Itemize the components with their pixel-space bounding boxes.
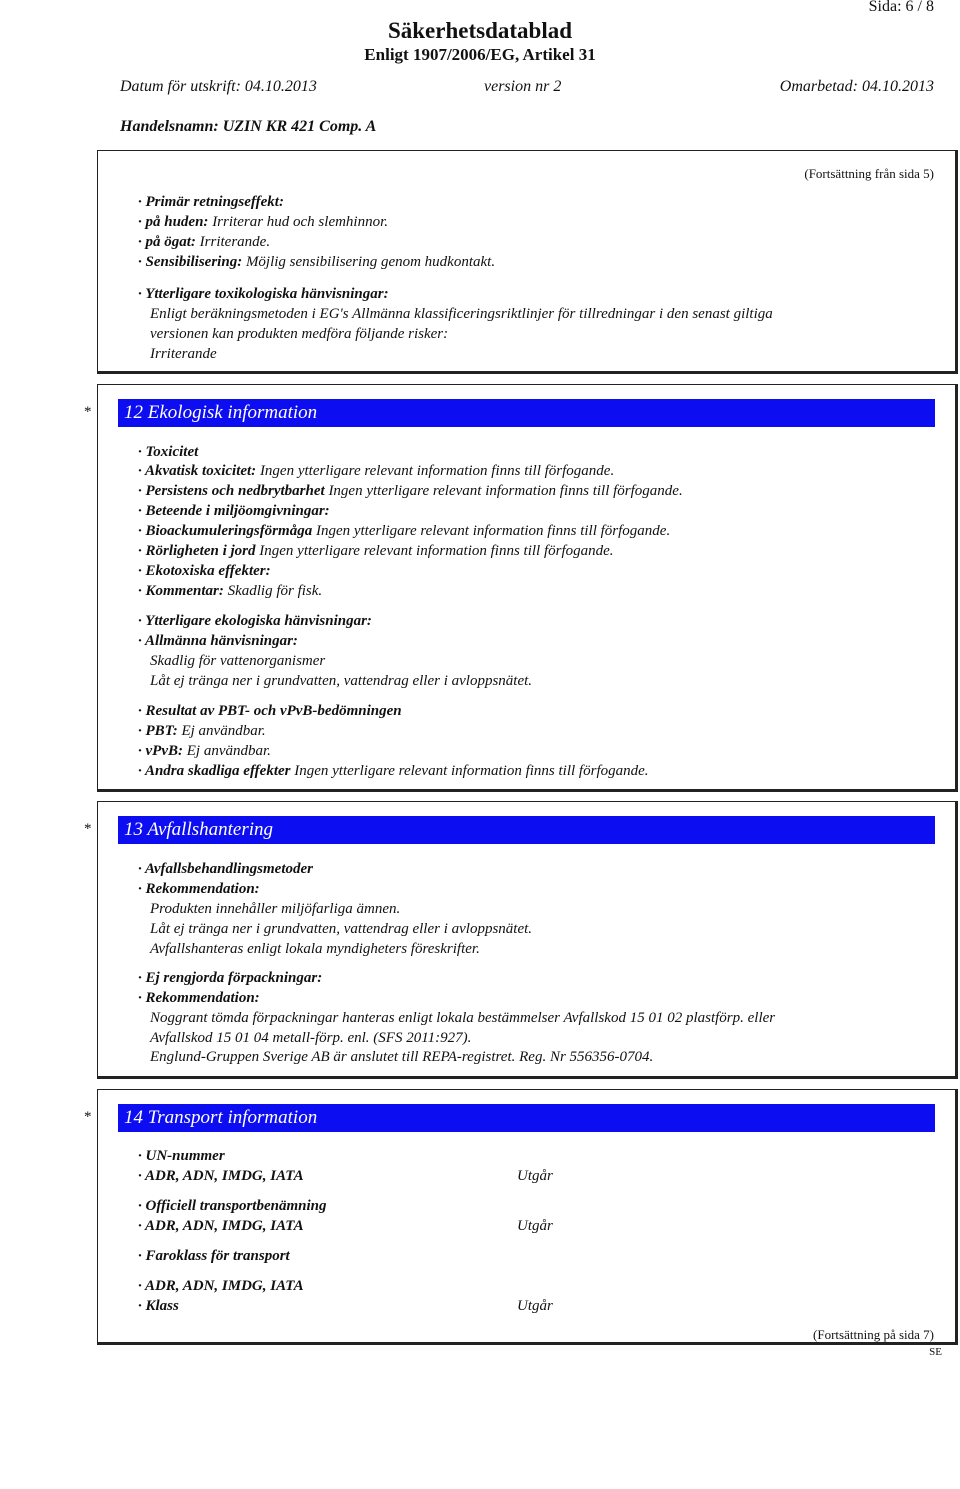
general-line1: Skadlig för vattenorganismer [150, 653, 326, 669]
skin-label: · på huden: [138, 214, 209, 230]
adr-label-1: · ADR, ADN, IMDG, IATA [138, 1168, 304, 1184]
print-date: Datum för utskrift: 04.10.2013 [120, 78, 317, 95]
uncleaned-packaging-label: · Ej rengjorda förpackningar: [138, 970, 323, 986]
adr-value-2: Utgår [517, 1218, 553, 1234]
section-14-change-marker: * [84, 1109, 92, 1125]
further-tox-line1: Enligt beräkningsmetoden i EG's Allmänna klassificeringsriktlinjer för tillredningar i den senast giltiga [150, 306, 773, 322]
bioaccumulation-line [138, 521, 670, 541]
further-eco-label: · Ytterligare ekologiska hänvisningar: [138, 613, 372, 629]
ecotox-label: · Ekotoxiska effekter: [138, 563, 271, 579]
persistence-value: Ingen ytterligare relevant information finns till förfogande. [324, 483, 683, 499]
adr-value-1: Utgår [517, 1168, 553, 1184]
revision-date: Omarbetad: 04.10.2013 [779, 78, 934, 95]
toxicity-label: · Toxicitet [138, 444, 199, 460]
class-value: Utgår [517, 1298, 553, 1314]
general-label: · Allmänna hänvisningar: [138, 633, 298, 649]
eye-line [138, 232, 270, 252]
trade-name: Handelsnamn: UZIN KR 421 Comp. A [120, 118, 377, 135]
rec1-line1: Produkten innehåller miljöfarliga ämnen. [150, 901, 401, 917]
comment-line [138, 581, 322, 601]
general-line2: Låt ej tränga ner i grundvatten, vattendrag eller i avloppsnätet. [150, 673, 533, 689]
recommendation-label-2: · Rekommendation: [138, 990, 260, 1006]
language-code: SE [929, 1346, 942, 1358]
mobility-line [138, 541, 614, 561]
version-number: version nr 2 [484, 78, 562, 95]
eye-label: · på ögat: [138, 234, 196, 250]
primary-irritant-label: · Primär retningseffekt: [138, 194, 284, 210]
further-tox-line2: versionen kan produkten medföra följande risker: [150, 326, 449, 342]
shipping-name-label: · Officiell transportbenämning [138, 1198, 327, 1214]
skin-line [138, 212, 388, 232]
section-13-title: 13 Avfallshantering [124, 819, 274, 840]
further-tox-line3: Irriterande [150, 346, 217, 362]
vpvb-label: · vPvB: [138, 743, 183, 759]
aquatic-label: · Akvatisk toxicitet: [138, 463, 257, 479]
eye-value: Irriterande. [195, 234, 271, 250]
skin-value: Irriterar hud och slemhinnor. [208, 214, 389, 230]
section-12-title: 12 Ekologisk information [124, 402, 318, 423]
mobility-label: · Rörligheten i jord [138, 543, 256, 559]
rec1-line3: Avfallshanteras enligt lokala myndigheters föreskrifter. [150, 941, 480, 957]
section-12-change-marker: * [84, 404, 92, 420]
section-14-title-bar [118, 1104, 935, 1132]
class-label: · Klass [138, 1298, 179, 1314]
adr-label-3: · ADR, ADN, IMDG, IATA [138, 1278, 304, 1294]
rec1-line2: Låt ej tränga ner i grundvatten, vattendrag eller i avloppsnätet. [150, 921, 533, 937]
section-14-title: 14 Transport information [124, 1107, 318, 1128]
rec2-line1: Noggrant tömda förpackningar hanteras enligt lokala bestämmelser Avfallskod 15 01 02 plastförp. eller [150, 1010, 776, 1026]
vpvb-value: Ej användbar. [182, 743, 271, 759]
pbt-value: Ej användbar. [177, 723, 266, 739]
other-effects-value: Ingen ytterligare relevant information finns till förfogande. [290, 763, 649, 779]
section-13-title-bar [118, 816, 935, 844]
bioaccumulation-value: Ingen ytterligare relevant information finns till förfogande. [312, 523, 671, 539]
section-12-title-bar [118, 399, 935, 427]
persistence-line [138, 481, 683, 501]
sensitization-label: · Sensibilisering: [138, 254, 243, 270]
vpvb-line [138, 741, 271, 761]
persistence-label: · Persistens och nedbrytbarhet [138, 483, 325, 499]
other-effects-line [138, 761, 649, 781]
section-13-change-marker: * [84, 821, 92, 837]
pbt-line [138, 721, 266, 741]
document-subtitle: Enligt 1907/2006/EG, Artikel 31 [364, 45, 596, 64]
rec2-line3: Englund-Gruppen Sverige AB är anslutet till REPA-registret. Reg. Nr 556356-0704. [150, 1049, 654, 1065]
sensitization-value: Möjlig sensibilisering genom hudkontakt. [242, 254, 496, 270]
bioaccumulation-label: · Bioackumuleringsförmåga [138, 523, 313, 539]
sensitization-line [138, 252, 495, 272]
further-tox-label: · Ytterligare toxikologiska hänvisningar: [138, 286, 389, 302]
adr-label-2: · ADR, ADN, IMDG, IATA [138, 1218, 304, 1234]
rec2-line2: Avfallskod 15 01 04 metall-förp. enl. (SFS 2011:927). [150, 1030, 472, 1046]
pbt-label: · PBT: [138, 723, 178, 739]
other-effects-label: · Andra skadliga effekter [138, 763, 291, 779]
comment-value: Skadlig för fisk. [223, 583, 323, 599]
comment-label: · Kommentar: [138, 583, 224, 599]
continued-to: (Fortsättning på sida 7) [813, 1327, 934, 1342]
behaviour-label: · Beteende i miljöomgivningar: [138, 503, 330, 519]
disposal-methods-label: · Avfallsbehandlingsmetoder [138, 861, 314, 877]
recommendation-label-1: · Rekommendation: [138, 881, 260, 897]
hazard-class-label: · Faroklass för transport [138, 1248, 290, 1264]
document-title: Säkerhetsdatablad [387, 18, 573, 43]
pbt-heading: · Resultat av PBT- och vPvB-bedömningen [138, 703, 402, 719]
continued-from: (Fortsättning från sida 5) [804, 166, 934, 181]
aquatic-line [138, 461, 614, 481]
mobility-value: Ingen ytterligare relevant information finns till förfogande. [255, 543, 614, 559]
aquatic-value: Ingen ytterligare relevant information finns till förfogande. [256, 463, 615, 479]
un-number-label: · UN-nummer [138, 1148, 225, 1164]
page-number: Sida: 6 / 8 [868, 0, 934, 15]
